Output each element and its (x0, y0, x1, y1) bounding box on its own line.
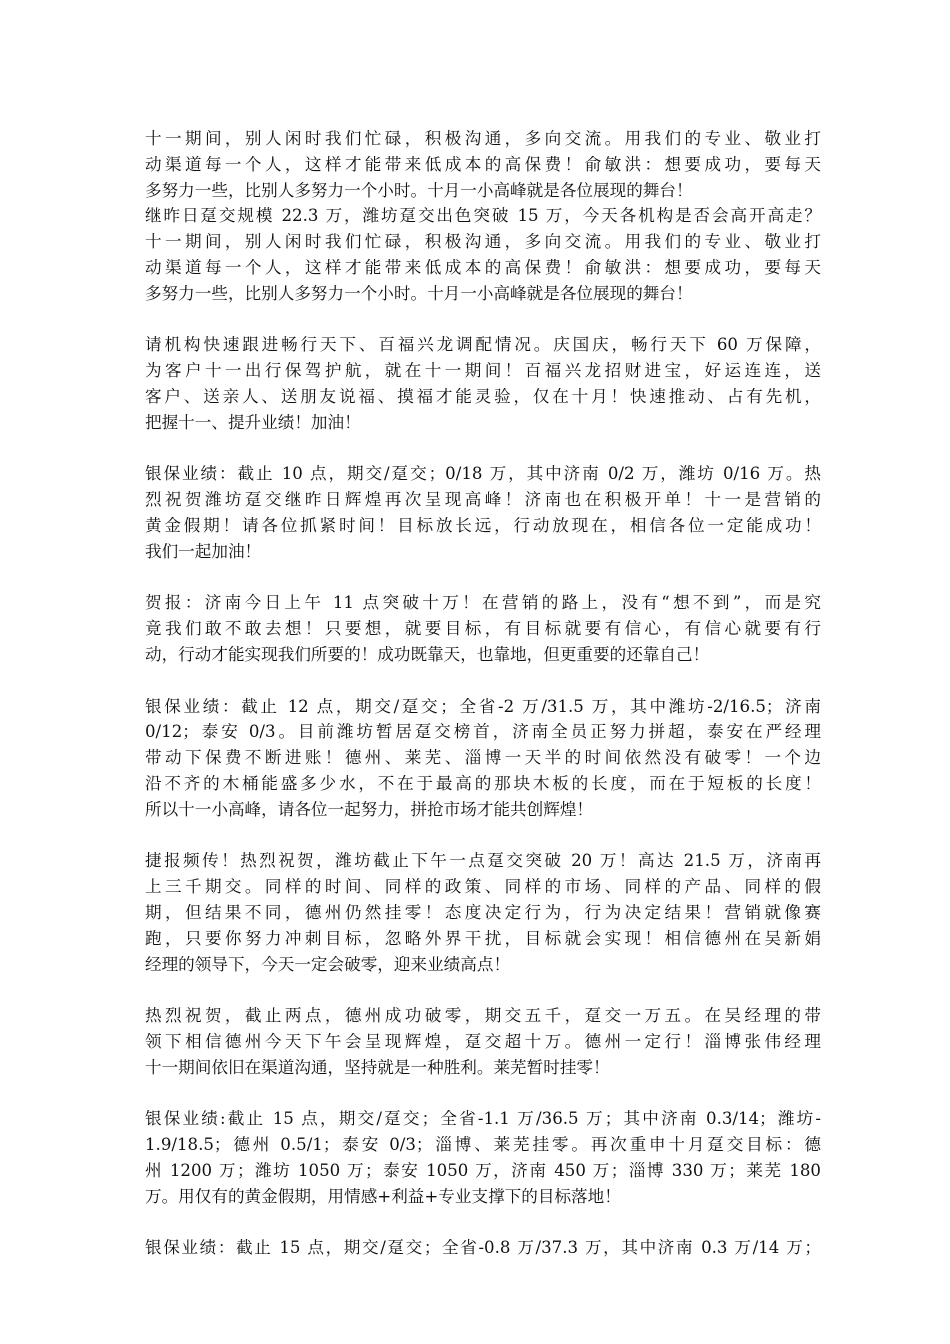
text-line: 0/12；泰安 0/3。目前潍坊暂居趸交榜首，济南全员正努力拼超，泰安在严经理 (145, 722, 821, 742)
paragraph-7 (145, 848, 821, 977)
text-line: 银保业绩:截止 15 点，期交/趸交；全省-1.1 万/36.5 万；其中济南 0.3/14；潍坊- (145, 1109, 821, 1129)
text-line: 沿不齐的木桶能盛多少水，不在于最高的那块木板的长度，而在于短板的长度！ (145, 773, 821, 793)
text-line: 领下相信德州今天下午会呈现辉煌，趸交超十万。德州一定行！淄博张伟经理 (145, 1031, 821, 1051)
text-line: 黄金假期！请各位抓紧时间！目标放长远，行动放现在，相信各位一定能成功！ (145, 515, 821, 535)
text-line: 跑，只要你努力冲刺目标，忽略外界干扰，目标就会实现！相信德州在吴新娟 (145, 928, 821, 948)
text-line: 动渠道每一个人，这样才能带来低成本的高保费！俞敏洪：想要成功，要每天 (145, 257, 821, 277)
paragraph-2 (145, 203, 821, 306)
document-page (145, 126, 821, 1261)
text-line: 带动下保费不断进账！德州、莱芜、淄博一天半的时间依然没有破零！一个边 (145, 748, 821, 768)
text-line: 热烈祝贺，截止两点，德州成功破零，期交五千，趸交一万五。在吴经理的带 (145, 1006, 821, 1026)
text-line: 多努力一些，比别人多努力一个小时。十月一小高峰就是各位展现的舞台！ (145, 283, 693, 303)
text-line: 贺报：济南今日上午 11 点突破十万！在营销的路上，没有“想不到”，而是究 (145, 593, 821, 613)
text-line: 客户、送亲人、送朋友说福、摸福才能灵验，仅在十月！快速推动、占有先机， (145, 386, 821, 406)
text-line: 十一期间，别人闲时我们忙碌，积极沟通，多向交流。用我们的专业、敬业打 (145, 232, 821, 252)
text-line: 万。用仅有的黄金假期，用情感+利益+专业支撑下的目标落地！ (145, 1186, 621, 1206)
text-line: 十一期间，别人闲时我们忙碌，积极沟通，多向交流。用我们的专业、敬业打 (145, 129, 821, 148)
text-line: 烈祝贺潍坊趸交继昨日辉煌再次呈现高峰！济南也在积极开单！十一是营销的 (145, 490, 821, 510)
text-line: 为客户十一出行保驾护航，就在十一期间！百福兴龙招财进宝，好运连连，送 (145, 361, 821, 381)
text-line: 银保业绩：截止 12 点，期交/趸交；全省-2 万/31.5 万，其中潍坊-2/16.5；济南 (145, 696, 821, 716)
text-line: 多努力一些，比别人多努力一个小时。十月一小高峰就是各位展现的舞台！ (145, 180, 693, 200)
text-line: 1.9/18.5；德州 0.5/1；泰安 0/3；淄博、莱芜挂零。再次重申十月趸交目标：德 (145, 1135, 821, 1155)
text-line: 动，行动才能实现我们所要的！成功既靠天，也靠地，但更重要的还靠自己！ (145, 644, 710, 664)
paragraph-8 (145, 1003, 821, 1080)
text-line: 继昨日趸交规模 22.3 万，潍坊趸交出色突破 15 万，今天各机构是否会高开高走？ (145, 206, 821, 226)
text-line: 把握十一、提升业绩！加油！ (145, 412, 361, 432)
text-line: 银保业绩：截止 15 点，期交/趸交；全省-0.8 万/37.3 万，其中济南 0.3 万/14 万； (145, 1238, 821, 1258)
text-line: 期，但结果不同，德州仍然挂零！态度决定行为，行为决定结果！营销就像赛 (145, 902, 821, 922)
paragraph-4 (145, 461, 821, 564)
paragraph-5 (145, 590, 821, 667)
text-line: 竟我们敢不敢去想！只要想，就要目标，有目标就要有信心，有信心就要有行 (145, 619, 821, 639)
paragraph-3 (145, 332, 821, 435)
text-line: 银保业绩：截止 10 点，期交/趸交；0/18 万，其中济南 0/2 万，潍坊 0/16 万。热 (145, 464, 821, 484)
paragraph-6 (145, 694, 821, 823)
text-line: 州 1200 万；潍坊 1050 万；泰安 1050 万，济南 450 万；淄博 330 万；莱芜 180 (145, 1160, 821, 1180)
paragraph-9 (145, 1106, 821, 1209)
paragraph-1 (145, 126, 821, 203)
text-line: 十一期间依旧在渠道沟通，坚持就是一种胜利。莱芜暂时挂零！ (145, 1057, 610, 1077)
text-line: 请机构快速跟进畅行天下、百福兴龙调配情况。庆国庆，畅行天下 60 万保障， (145, 335, 821, 355)
text-line: 上三千期交。同样的时间、同样的政策、同样的市场、同样的产品、同样的假 (145, 877, 821, 897)
text-line: 所以十一小高峰，请各位一起努力，拼抢市场才能共创辉煌！ (145, 799, 594, 819)
paragraph-10 (145, 1235, 821, 1261)
text-line: 动渠道每一个人，这样才能带来低成本的高保费！俞敏洪：想要成功，要每天 (145, 154, 821, 174)
text-line: 捷报频传！热烈祝贺，潍坊截止下午一点趸交突破 20 万！高达 21.5 万，济南再 (145, 851, 821, 871)
text-line: 我们一起加油！ (145, 541, 262, 561)
text-line: 经理的领导下，今天一定会破零，迎来业绩高点！ (145, 954, 511, 974)
